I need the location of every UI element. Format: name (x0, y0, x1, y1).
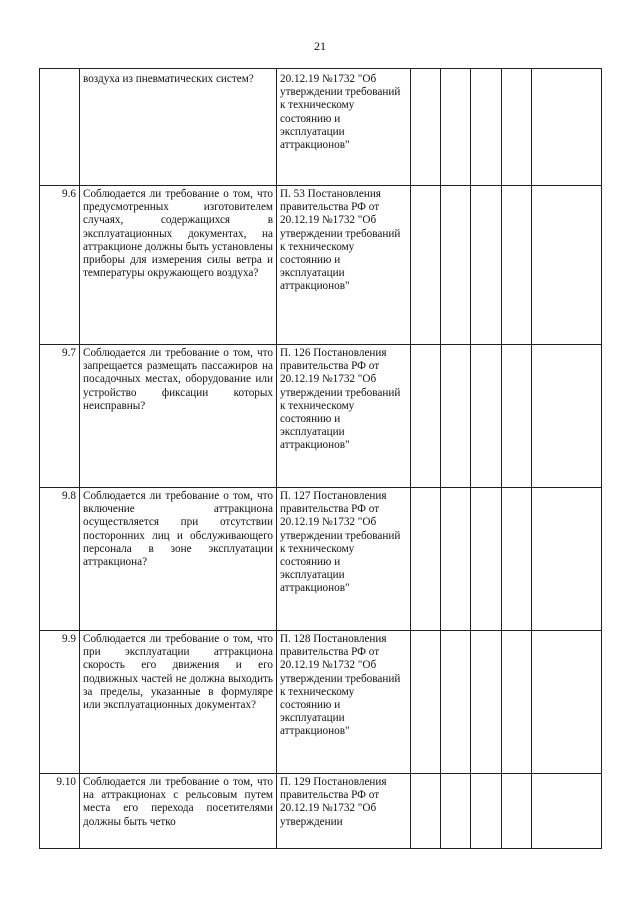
legal-reference: П. 128 Постановления правительства РФ от 20.12.19 №1732 "Об утверждении требований к техническому состоянию и эксплуатации аттракционов" (277, 631, 411, 774)
table-row (40, 69, 602, 186)
requirement-question: Соблюдается ли требование о том, что при эксплуатации аттракциона скорость его движения и его подвижных частей не должна выходить за пределы, указанные в формуляре или эксплуатационных документах? (80, 631, 277, 774)
mark-cell (441, 631, 471, 774)
table-row (40, 774, 602, 849)
mark-cell (471, 186, 502, 345)
mark-cell (471, 774, 502, 849)
note-cell (532, 186, 602, 345)
mark-cell (411, 631, 441, 774)
note-cell (532, 69, 602, 186)
checklist-table (39, 68, 602, 849)
table-row (40, 488, 602, 631)
row-number: 9.6 (40, 186, 80, 345)
mark-cell (471, 488, 502, 631)
row-number (40, 69, 80, 186)
mark-cell (441, 774, 471, 849)
note-cell (532, 488, 602, 631)
requirement-question: Соблюдается ли требование о том, что предусмотренных изготовителем случаях, содержащихся в эксплуатационных документах, на аттракционе должны быть установлены приборы для измерения силы ветра и температуры окружающего воздуха? (80, 186, 277, 345)
requirement-question: воздуха из пневматических систем? (80, 69, 277, 186)
requirement-question: Соблюдается ли требование о том, что включение аттракциона осуществляется при отсутствии посторонних лиц и обслуживающего персонала в зоне эксплуатации аттракциона? (80, 488, 277, 631)
row-number: 9.7 (40, 345, 80, 488)
legal-reference: П. 129 Постановления правительства РФ от 20.12.19 №1732 "Об утверждении (277, 774, 411, 849)
note-cell (532, 631, 602, 774)
legal-reference: П. 53 Постановления правительства РФ от 20.12.19 №1732 "Об утверждении требований к техническому состоянию и эксплуатации аттракционов" (277, 186, 411, 345)
mark-cell (411, 186, 441, 345)
note-cell (532, 774, 602, 849)
mark-cell (441, 69, 471, 186)
mark-cell (471, 631, 502, 774)
mark-cell (502, 488, 532, 631)
mark-cell (502, 186, 532, 345)
note-cell (532, 345, 602, 488)
mark-cell (411, 345, 441, 488)
mark-cell (502, 631, 532, 774)
row-number: 9.8 (40, 488, 80, 631)
row-number: 9.10 (40, 774, 80, 849)
mark-cell (471, 69, 502, 186)
mark-cell (411, 488, 441, 631)
legal-reference: П. 127 Постановления правительства РФ от 20.12.19 №1732 "Об утверждении требований к техническому состоянию и эксплуатации аттракционов" (277, 488, 411, 631)
table-row (40, 631, 602, 774)
mark-cell (502, 69, 532, 186)
requirement-question: Соблюдается ли требование о том, что запрещается размещать пассажиров на посадочных местах, оборудование или устройство фиксации которых неисправны? (80, 345, 277, 488)
legal-reference: 20.12.19 №1732 "Об утверждении требований к техническому состоянию и эксплуатации аттракционов" (277, 69, 411, 186)
mark-cell (441, 345, 471, 488)
mark-cell (411, 774, 441, 849)
mark-cell (441, 488, 471, 631)
mark-cell (411, 69, 441, 186)
requirement-question: Соблюдается ли требование о том, что на аттракционах с рельсовым путем места его перехода посетителями должны быть четко (80, 774, 277, 849)
mark-cell (441, 186, 471, 345)
legal-reference: П. 126 Постановления правительства РФ от 20.12.19 №1732 "Об утверждении требований к техническому состоянию и эксплуатации аттракционов" (277, 345, 411, 488)
table-row (40, 186, 602, 345)
mark-cell (471, 345, 502, 488)
row-number: 9.9 (40, 631, 80, 774)
mark-cell (502, 774, 532, 849)
table-row (40, 345, 602, 488)
page-number: 21 (314, 39, 326, 53)
mark-cell (502, 345, 532, 488)
